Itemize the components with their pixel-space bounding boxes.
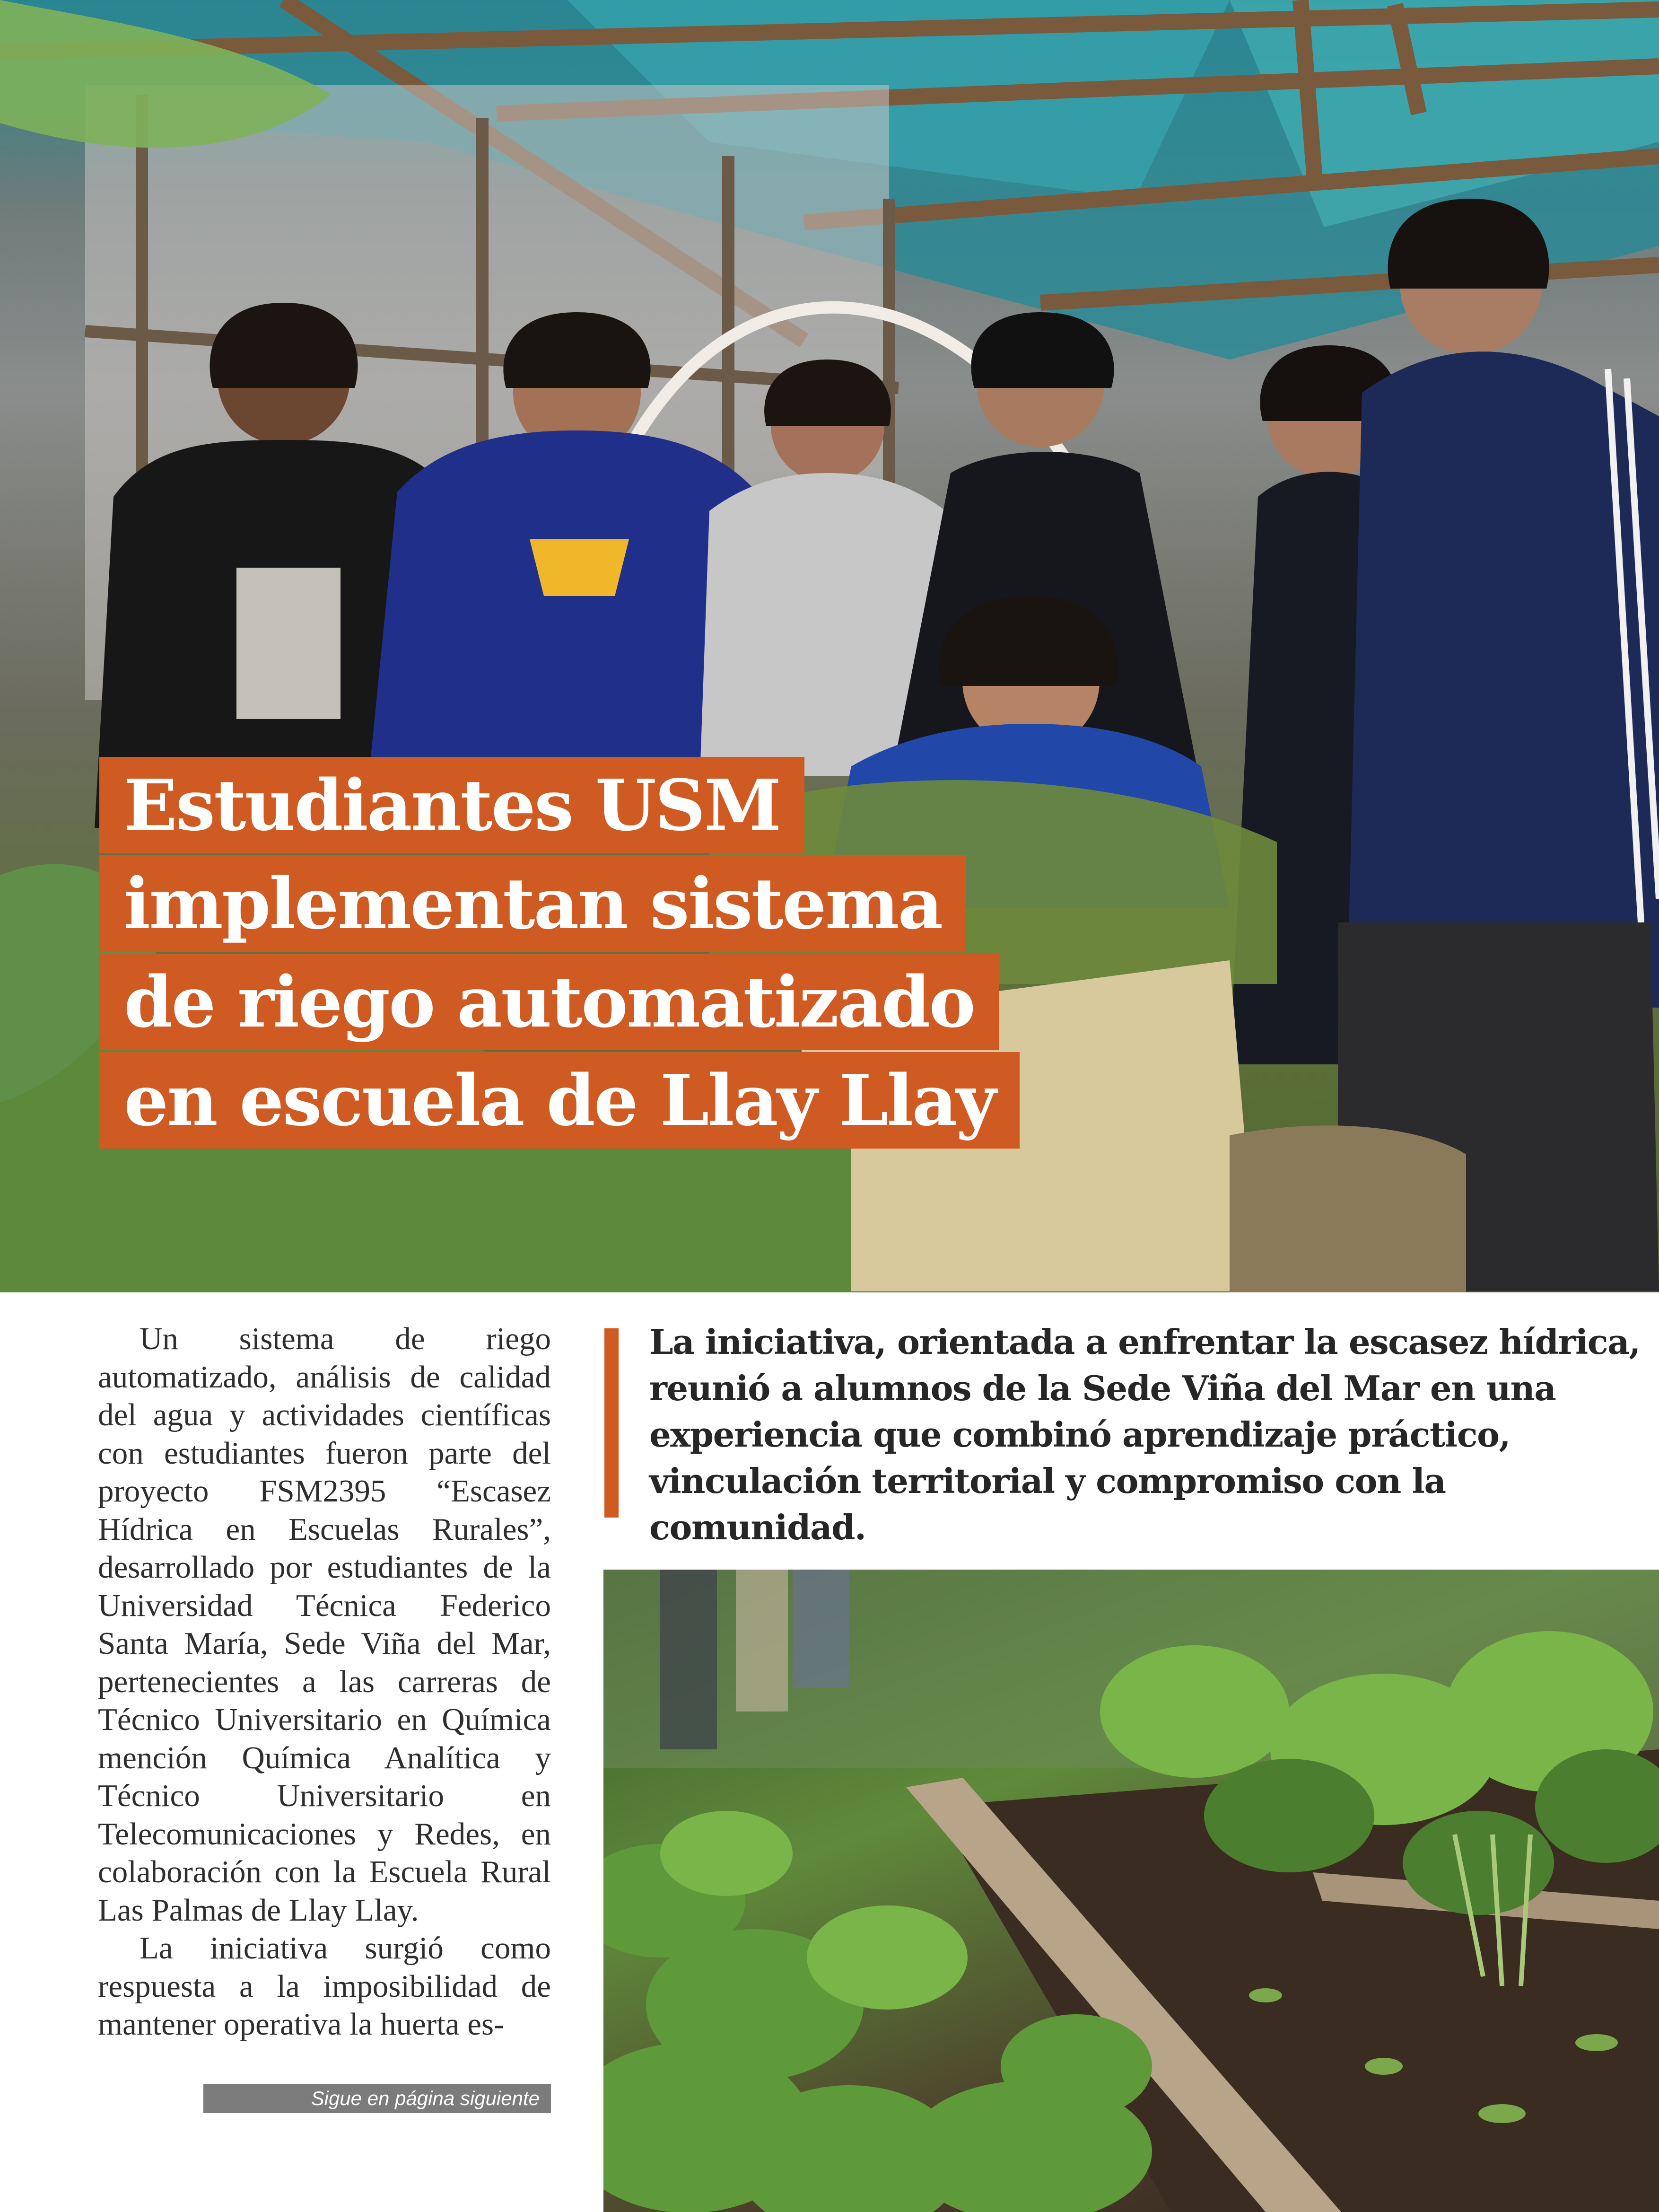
headline-line: implementan sistema xyxy=(99,855,966,952)
article-paragraph: Un sistema de riego automatizado, análisis de calidad del agua y actividades científicas con estudiantes fueron parte del proyecto FSM2395 “Escasez Hídrica en Escuelas Rurales”, desarrollado por estudiantes de la Universidad Técnica Federico Santa María, Sede Viña del Mar, pertenecientes a las carreras de Técnico Universitario en Química mención Química Analítica y Técnico Universitario en Telecomunicaciones y Redes, en colaboración con la Escuela Rural Las Palmas de Llay Llay. xyxy=(98,1321,551,1928)
headline-line: en escuela de Llay Llay xyxy=(99,1052,1020,1149)
continue-on-next-page-label: Sigue en página siguiente xyxy=(203,2084,551,2113)
article-body xyxy=(98,1320,551,2044)
pull-quote-accent-bar xyxy=(604,1328,619,1518)
pull-quote: La iniciativa, orientada a enfrentar la escasez hídrica, reunió a alumnos de la Sede Viña del Mar en una experiencia que combinó aprendizaje práctico, vinculación territorial y compromiso con la comunidad. xyxy=(649,1322,1640,1547)
garden-photo xyxy=(603,1570,1659,2212)
headline-line: Estudiantes USM xyxy=(99,757,804,853)
garden-photo-illustration xyxy=(603,1570,1659,2212)
article-paragraph: La iniciativa surgió como respuesta a la imposibilidad de mantener operativa la huerta es- xyxy=(98,1931,551,2042)
headline xyxy=(99,757,1140,1150)
headline-line: de riego automatizado xyxy=(99,954,999,1050)
